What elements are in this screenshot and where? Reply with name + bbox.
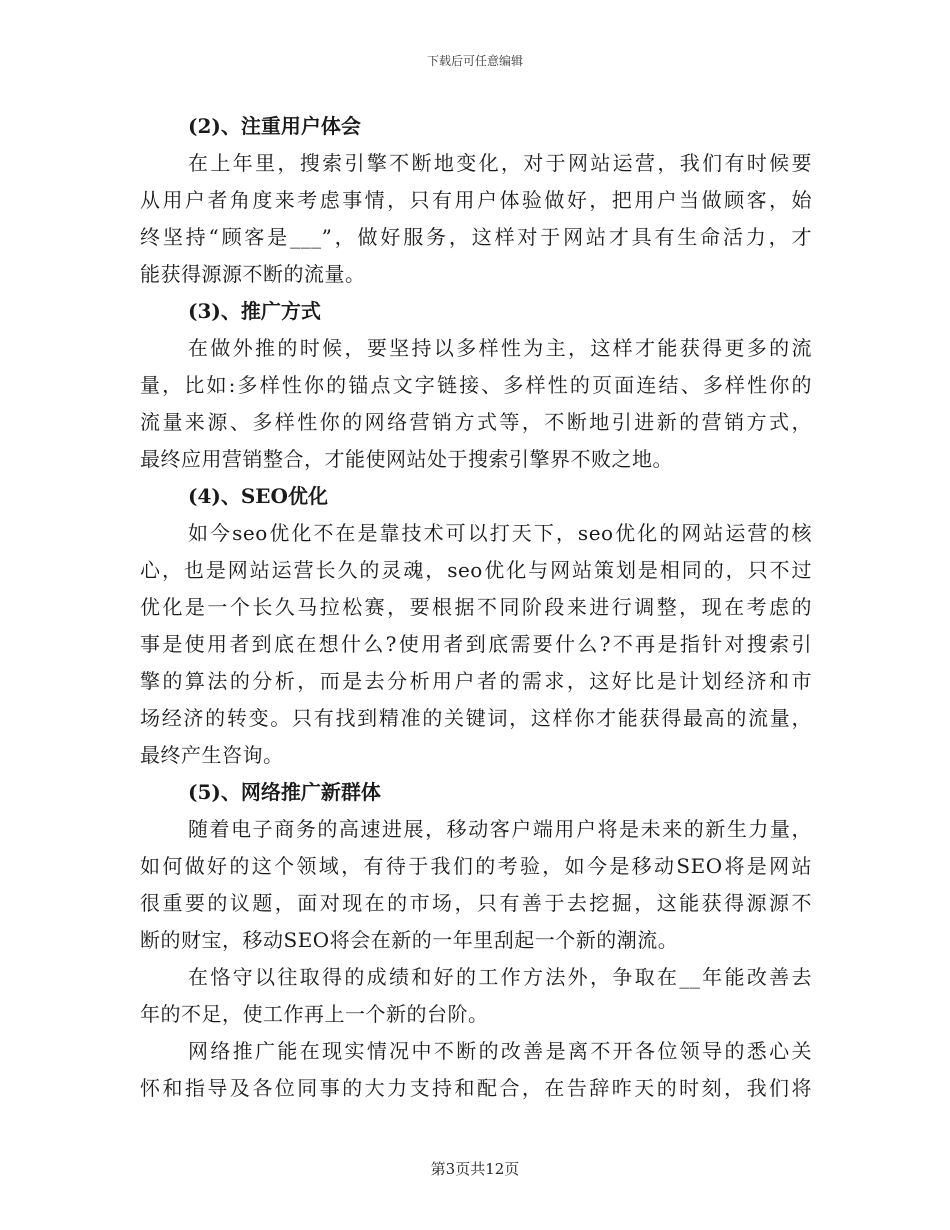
paragraph: [140, 330, 812, 478]
paragraph: [140, 145, 812, 293]
text-line: 如今seo优化不在是靠技术可以打天下，seo优化的网站运营的核: [188, 521, 812, 545]
text-line: 从用户者角度来考虑事情，只有用户体验做好，把用户当做顾客，始: [140, 188, 812, 212]
paragraph: [140, 1033, 812, 1107]
text-line: 在做外推的时候，要坚持以多样性为主，这样才能获得更多的流: [188, 336, 812, 360]
paragraph: [140, 515, 812, 774]
section-heading: (4)、SEO优化: [188, 484, 328, 508]
text-line: 终坚持“顾客是___”，做好服务，这样对于网站才具有生命活力，才: [140, 225, 812, 249]
text-line: 擎的算法的分析，而是去分析用户者的需求，这好比是计划经济和市: [140, 669, 812, 693]
text-line: 断的财宝，移动SEO将会在新的一年里刮起一个新的潮流。: [140, 928, 679, 952]
text-line: 年的不足，使工作再上一个新的台阶。: [140, 1002, 489, 1026]
text-line: 在上年里，搜索引擎不断地变化，对于网站运营，我们有时候要: [188, 151, 812, 175]
text-line: 心，也是网站运营长久的灵魂，seo优化与网站策划是相同的，只不过: [140, 558, 812, 582]
text-line: 场经济的转变。只有找到精准的关键词，这样你才能获得最高的流量，: [140, 706, 812, 730]
page-footer: 第3页共12页: [430, 1160, 520, 1178]
text-line: 最终产生咨询。: [140, 743, 284, 767]
paragraph: [140, 959, 812, 1033]
text-line: 最终应用营销整合，才能使网站处于搜索引擎界不败之地。: [140, 447, 673, 471]
text-line: 随着电子商务的高速进展，移动客户端用户将是未来的新生力量，: [188, 817, 812, 841]
text-line: 很重要的议题，面对现在的市场，只有善于去挖掘，这能获得源源不: [140, 891, 812, 915]
text-line: 事是使用者到底在想什么?使用者到底需要什么?不再是指针对搜索引: [140, 632, 812, 656]
page-header: 下载后可任意编辑: [426, 54, 523, 68]
text-line: 如何做好的这个领域，有待于我们的考验，如今是移动SEO将是网站: [140, 854, 812, 878]
document-body: [140, 108, 812, 1107]
section-heading: (2)、注重用户体会: [188, 114, 361, 138]
text-line: 能获得源源不断的流量。: [140, 262, 366, 286]
paragraph: [140, 811, 812, 959]
text-line: 量，比如:多样性你的锚点文字链接、多样性的页面连结、多样性你的: [140, 373, 812, 397]
text-line: 流量来源、多样性你的网络营销方式等，不断地引进新的营销方式，: [140, 410, 812, 434]
text-line: 怀和指导及各位同事的大力支持和配合，在告辞昨天的时刻，我们将: [140, 1076, 812, 1100]
text-line: 在恪守以往取得的成绩和好的工作方法外，争取在__年能改善去: [188, 965, 812, 989]
text-line: 网络推广能在现实情况中不断的改善是离不开各位领导的悉心关: [188, 1039, 812, 1063]
section-heading: (5)、网络推广新群体: [188, 780, 381, 804]
text-line: 优化是一个长久马拉松赛，要根据不同阶段来进行调整，现在考虑的: [140, 595, 812, 619]
section-heading: (3)、推广方式: [188, 299, 321, 323]
